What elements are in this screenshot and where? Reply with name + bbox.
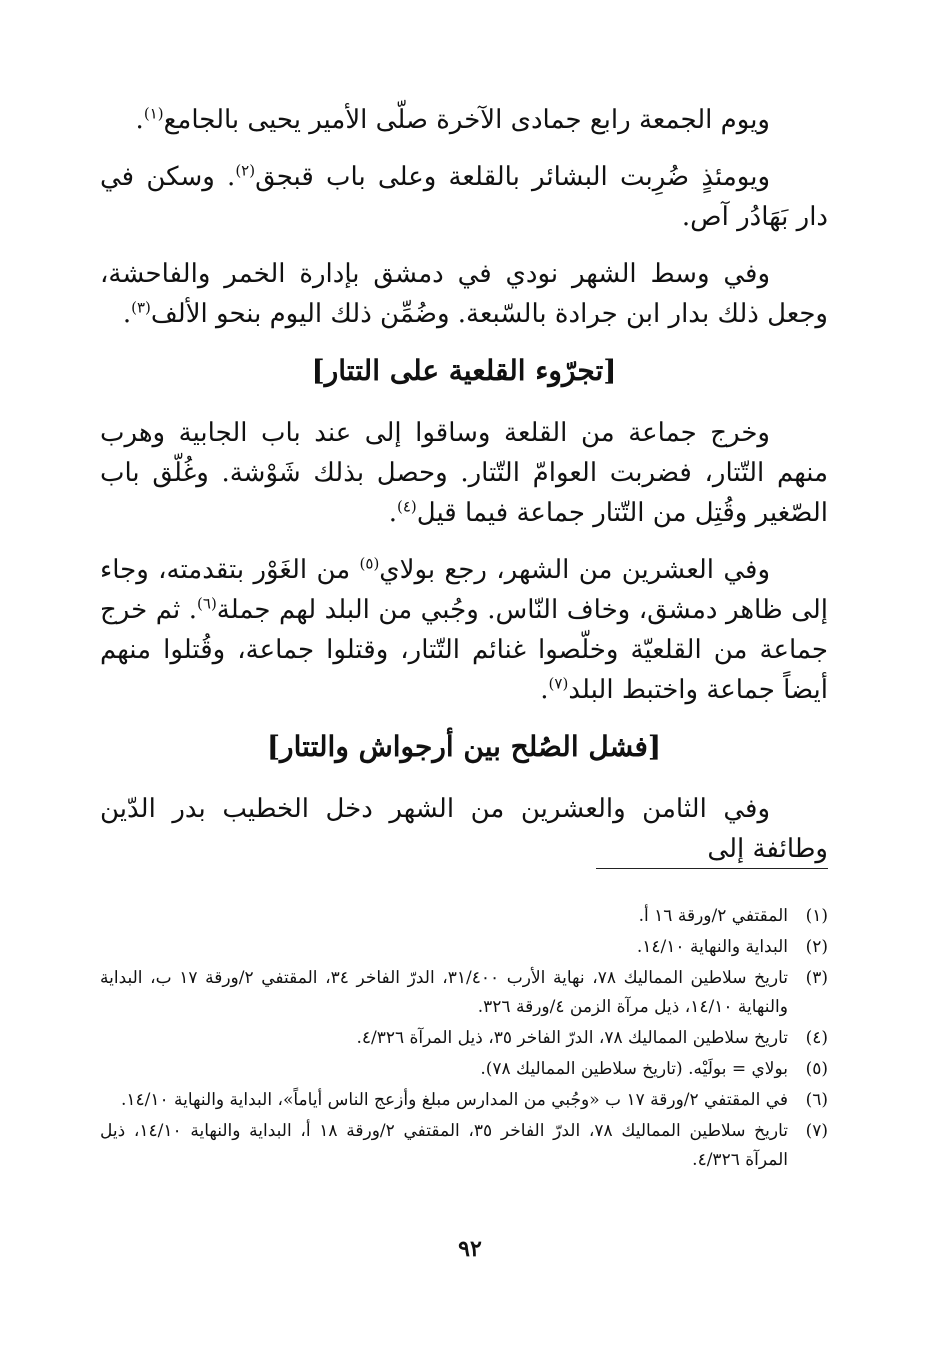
paragraph-text: . bbox=[388, 498, 397, 528]
paragraph-text: وفي العشرين من الشهر، رجع بولاي bbox=[379, 555, 770, 585]
paragraph-text: ويوم الجمعة رابع جمادى الآخرة صلّى الأمير يحيى بالجامع bbox=[163, 105, 770, 135]
footnote-text: البداية والنهاية ١٤/١٠. bbox=[636, 937, 788, 957]
footnote-text: المقتفي ٢/ورقة ١٦ أ. bbox=[638, 906, 788, 926]
footnote-ref: (٦) bbox=[197, 594, 217, 613]
paragraph-text: . bbox=[122, 299, 132, 329]
footnote-number: (٥) bbox=[805, 1059, 828, 1079]
paragraph bbox=[100, 413, 828, 533]
footnote-ref: (٥) bbox=[359, 554, 380, 573]
paragraph-text: من الغَوْر بتقدمته، وجاء إلى ظاهر دمشق، وخاف النّاس. وجُبي من البلد لهم جملة bbox=[100, 555, 828, 625]
footnote-text: في المقتفي ٢/ورقة ١٧ ب «وجُبي من المدارس مبلغ وأزعج الناس أياماً»، البداية والنهاية ١٤/١٠. bbox=[120, 1090, 788, 1110]
paragraph bbox=[100, 550, 828, 710]
footnote-number: (٦) bbox=[805, 1090, 828, 1110]
footnote bbox=[100, 1024, 828, 1053]
footnote bbox=[100, 964, 828, 1022]
footnote-ref: (١) bbox=[143, 104, 164, 123]
paragraph bbox=[100, 254, 828, 334]
paragraph-text: . bbox=[135, 105, 144, 135]
footnote-text: تاريخ سلاطين المماليك ٧٨، نهاية الأرب ٣١/٤٠٠، الدرّ الفاخر ٣٤، المقتفي ٢/ورقة ١٧ ب، البداية والنهاية ١٤/١٠، ذيل مرآة الزمن ٤/ورقة ٣٢٦. bbox=[100, 968, 788, 1017]
footnote-text: تاريخ سلاطين المماليك ٧٨، الدرّ الفاخر ٣٥، ذيل المرآة ٤/٣٢٦. bbox=[356, 1028, 788, 1048]
footnote-number: (٣) bbox=[805, 968, 828, 988]
footnote bbox=[100, 933, 828, 962]
section-heading: [تجرّوء القلعية على التتار] bbox=[311, 354, 617, 387]
paragraph-text: ويومئذٍ ضُرِبت البشائر بالقلعة وعلى باب قبجق bbox=[255, 162, 771, 192]
footnote-text: تاريخ سلاطين المماليك ٧٨، الدرّ الفاخر ٣٥، المقتفي ٢/ورقة ١٨ أ، البداية والنهاية ١٤/١٠، ذيل المرآة ٤/٣٢٦. bbox=[100, 1121, 788, 1170]
paragraph-text: . ثم خرج جماعة من القلعيّة وخلّصوا غنائم التّتار، وقتلوا جماعة، وقُتلوا منهم أيضاً جماعة واختبط البلد bbox=[100, 595, 828, 705]
paragraph bbox=[100, 100, 828, 140]
footnote bbox=[100, 902, 828, 931]
footnote-divider bbox=[596, 868, 828, 869]
main-text bbox=[100, 100, 828, 886]
footnote-number: (٤) bbox=[805, 1028, 828, 1048]
footnote-number: (٧) bbox=[805, 1121, 828, 1141]
footnote-number: (٢) bbox=[805, 937, 828, 957]
section-heading: [فشل الصُلح بين أرجواش والتتار] bbox=[266, 730, 662, 763]
paragraph-text: وخرج جماعة من القلعة وساقوا إلى عند باب الجابية وهرب منهم التّتار، فضربت العوامّ التّتار. وحصل بذلك شَوْشة. وغُلّق باب الصّغير وقُتِل من التّتار جماعة فيما قيل bbox=[100, 418, 828, 528]
footnote-ref: (٤) bbox=[396, 497, 417, 516]
footnote bbox=[100, 1086, 828, 1115]
footnote-text: بولاي = بولَيْه. (تاريخ سلاطين المماليك ٧٨). bbox=[480, 1059, 788, 1079]
footnotes-list bbox=[100, 902, 828, 1177]
page-number: ٩٢ bbox=[458, 1236, 482, 1262]
paragraph bbox=[100, 157, 828, 237]
paragraph: وفي الثامن والعشرين من الشهر دخل الخطيب بدر الدّين وطائفة إلى bbox=[100, 794, 828, 864]
footnote bbox=[100, 1117, 828, 1175]
footnote bbox=[100, 1055, 828, 1084]
footnote-number: (١) bbox=[805, 906, 828, 926]
footnote-ref: (٢) bbox=[235, 161, 256, 180]
paragraph-text: . وسكن في دار بَهَادُر آص. bbox=[100, 162, 828, 232]
footnote-ref: (٧) bbox=[548, 674, 569, 693]
paragraph-text: . bbox=[540, 675, 549, 705]
footnote-ref: (٣) bbox=[131, 298, 151, 317]
paragraph-text: وفي وسط الشهر نودي في دمشق بإدارة الخمر والفاحشة، وجعل ذلك بدار ابن جرادة بالسّبعة. وضُمِّن ذلك اليوم بنحو الألف bbox=[100, 259, 828, 329]
